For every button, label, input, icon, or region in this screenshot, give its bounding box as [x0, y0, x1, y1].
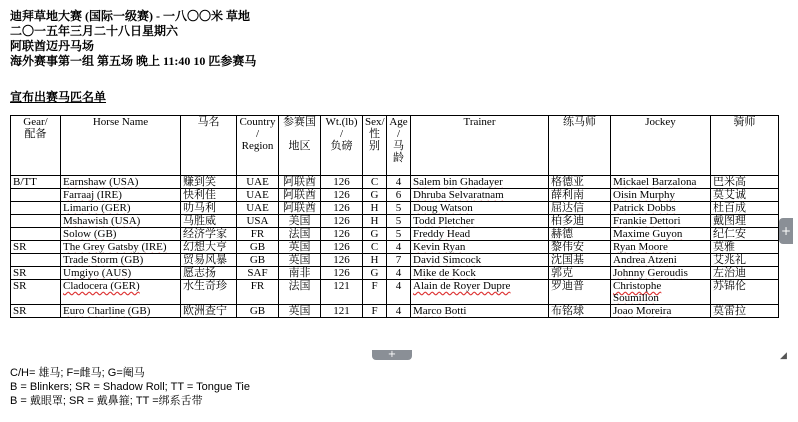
cell-horse-name[interactable]: Euro Charline (GB)	[61, 305, 181, 318]
cell-trainer-cn[interactable]: 柏多迪	[549, 215, 611, 228]
cell-trainer-cn[interactable]: 黎伟安	[549, 241, 611, 254]
cell-weight[interactable]: 126	[321, 189, 363, 202]
col-country: Country / Region	[237, 116, 279, 176]
section-title: 宣布出赛马匹名单	[10, 90, 107, 104]
cell-horse-name[interactable]: Solow (GB)	[61, 228, 181, 241]
cell-age[interactable]: 4	[387, 176, 411, 189]
race-date: 二〇一五年三月二十八日星期六	[10, 24, 179, 38]
col-trainer: Trainer	[411, 116, 549, 176]
table-row[interactable]	[11, 267, 779, 280]
cell-jockey[interactable]: Oisin Murphy	[611, 189, 711, 202]
cell-horse-name-cn[interactable]: 愿志扬	[181, 267, 237, 280]
cell-jockey[interactable]: Joao Moreira	[611, 305, 711, 318]
cell-trainer[interactable]: Salem bin Ghadayer	[411, 176, 549, 189]
cell-gear[interactable]: SR	[11, 280, 61, 305]
cell-country[interactable]: UAE	[237, 189, 279, 202]
cell-jockey[interactable]: Frankie Dettori	[611, 215, 711, 228]
cell-age[interactable]: 5	[387, 228, 411, 241]
cell-jockey-cn[interactable]: 艾兆礼	[711, 254, 779, 267]
cell-sex[interactable]: C	[363, 176, 387, 189]
legend	[10, 366, 250, 408]
cell-age[interactable]: 6	[387, 189, 411, 202]
table-row[interactable]	[11, 176, 779, 189]
cell-horse-name-cn[interactable]: 快利佳	[181, 189, 237, 202]
cell-weight[interactable]: 126	[321, 215, 363, 228]
cell-jockey-cn[interactable]: 莫雷拉	[711, 305, 779, 318]
table-row[interactable]	[11, 202, 779, 215]
cell-sex[interactable]: H	[363, 215, 387, 228]
cell-horse-name[interactable]: Trade Storm (GB)	[61, 254, 181, 267]
cell-country[interactable]: UAE	[237, 202, 279, 215]
col-jockey-cn: 骑师	[711, 116, 779, 176]
cell-weight[interactable]: 126	[321, 241, 363, 254]
cell-weight[interactable]: 121	[321, 305, 363, 318]
cell-weight[interactable]: 126	[321, 267, 363, 280]
cell-trainer-cn[interactable]: 屈达信	[549, 202, 611, 215]
cell-horse-name-cn[interactable]: 欧洲查宁	[181, 305, 237, 318]
cell-trainer[interactable]: Marco Botti	[411, 305, 549, 318]
cell-sex[interactable]: C	[363, 241, 387, 254]
table-row[interactable]	[11, 305, 779, 318]
cell-age[interactable]: 5	[387, 215, 411, 228]
race-title: 迪拜草地大赛 (国际一级赛) - 一八〇〇米 草地	[10, 9, 250, 23]
cell-country[interactable]: GB	[237, 241, 279, 254]
cell-country[interactable]: UAE	[237, 176, 279, 189]
cell-region-cn[interactable]: 英国	[279, 305, 321, 318]
cell-jockey-cn[interactable]: 杜百成	[711, 202, 779, 215]
add-row-handle[interactable]: +	[372, 350, 412, 360]
cell-region-cn[interactable]: 法国	[279, 280, 321, 305]
cell-trainer-cn[interactable]: 沈国基	[549, 254, 611, 267]
cell-sex[interactable]: F	[363, 280, 387, 305]
cell-gear[interactable]	[11, 215, 61, 228]
cell-sex[interactable]: G	[363, 228, 387, 241]
cell-age[interactable]: 4	[387, 267, 411, 280]
cell-sex[interactable]: G	[363, 189, 387, 202]
cell-horse-name[interactable]: Farraaj (IRE)	[61, 189, 181, 202]
race-details: 海外赛事第一组 第五场 晚上 11:40 10 匹参赛马	[10, 54, 257, 68]
cell-trainer-cn[interactable]: 布铭球	[549, 305, 611, 318]
cell-region-cn[interactable]: 美国	[279, 215, 321, 228]
cell-jockey-cn[interactable]: 左治迪	[711, 267, 779, 280]
cell-trainer[interactable]: David Simcock	[411, 254, 549, 267]
cell-age[interactable]: 4	[387, 241, 411, 254]
col-age: Age / 马 龄	[387, 116, 411, 176]
cell-trainer[interactable]: Dhruba Selvaratnam	[411, 189, 549, 202]
cell-gear[interactable]: SR	[11, 267, 61, 280]
legend-gear-cn: B = 戴眼罩; SR = 戴鼻箍; TT =绑系舌带	[10, 395, 203, 407]
cell-horse-name-cn[interactable]: 马胜威	[181, 215, 237, 228]
cell-gear[interactable]	[11, 228, 61, 241]
cell-horse-name[interactable]: Limario (GER)	[61, 202, 181, 215]
cell-horse-name[interactable]: The Grey Gatsby (IRE)	[61, 241, 181, 254]
cell-weight[interactable]: 121	[321, 280, 363, 305]
table-row[interactable]	[11, 215, 779, 228]
col-weight: Wt.(lb) / 负磅	[321, 116, 363, 176]
cell-sex[interactable]: H	[363, 254, 387, 267]
cell-age[interactable]: 4	[387, 280, 411, 305]
cell-jockey[interactable]: Johnny Geroudis	[611, 267, 711, 280]
legend-sex: C/H= 雄马; F=雌马; G=阉马	[10, 367, 145, 379]
cell-age[interactable]: 4	[387, 305, 411, 318]
cell-trainer[interactable]: Todd Pletcher	[411, 215, 549, 228]
cell-region-cn[interactable]: 阿联酋	[279, 176, 321, 189]
cell-trainer[interactable]: Mike de Kock	[411, 267, 549, 280]
cell-horse-name-cn[interactable]: 幻想大亨	[181, 241, 237, 254]
cell-trainer[interactable]: Alain de Royer Dupre	[411, 280, 549, 305]
cell-jockey[interactable]: Andrea Atzeni	[611, 254, 711, 267]
cell-trainer-cn[interactable]: 薛利南	[549, 189, 611, 202]
cell-trainer-cn[interactable]: 格德亚	[549, 176, 611, 189]
cell-gear[interactable]	[11, 189, 61, 202]
cell-jockey[interactable]: Ryan Moore	[611, 241, 711, 254]
cell-region-cn[interactable]: 南非	[279, 267, 321, 280]
cell-sex[interactable]: H	[363, 202, 387, 215]
cell-jockey-cn[interactable]: 戴图理	[711, 215, 779, 228]
cell-trainer[interactable]: Kevin Ryan	[411, 241, 549, 254]
col-sex: Sex/ 性 别	[363, 116, 387, 176]
cell-weight[interactable]: 126	[321, 202, 363, 215]
cell-horse-name-cn[interactable]: 经济学家	[181, 228, 237, 241]
col-gear: Gear/ 配备	[11, 116, 61, 176]
table-row[interactable]	[11, 189, 779, 202]
cell-gear[interactable]	[11, 254, 61, 267]
table-row[interactable]	[11, 254, 779, 267]
cell-horse-name[interactable]: Mshawish (USA)	[61, 215, 181, 228]
cell-jockey-cn[interactable]: 巴米高	[711, 176, 779, 189]
cell-jockey-cn[interactable]: 纪仁安	[711, 228, 779, 241]
legend-gear-en: B = Blinkers; SR = Shadow Roll; TT = Tongue Tie	[10, 381, 250, 393]
cell-region-cn[interactable]: 法国	[279, 228, 321, 241]
cell-weight[interactable]: 126	[321, 254, 363, 267]
cell-jockey-cn[interactable]: 苏锦伦	[711, 280, 779, 305]
cell-horse-name-cn[interactable]: 赚到笑	[181, 176, 237, 189]
cell-region-cn[interactable]: 英国	[279, 254, 321, 267]
cell-jockey[interactable]: Patrick Dobbs	[611, 202, 711, 215]
cell-trainer-cn[interactable]: 罗迪普	[549, 280, 611, 305]
table-resize-handle[interactable]: ◢	[780, 351, 787, 361]
race-header	[10, 9, 256, 69]
col-horse-name-cn: 马名	[181, 116, 237, 176]
cell-jockey[interactable]: Mickael Barzalona	[611, 176, 711, 189]
race-venue: 阿联酋迈丹马场	[10, 39, 95, 53]
col-trainer-cn: 练马师	[549, 116, 611, 176]
col-region-cn: 参赛国 地区	[279, 116, 321, 176]
cell-horse-name-cn[interactable]: 贸易风暴	[181, 254, 237, 267]
col-horse-name: Horse Name	[61, 116, 181, 176]
cell-age[interactable]: 7	[387, 254, 411, 267]
col-jockey: Jockey	[611, 116, 711, 176]
cell-horse-name-cn[interactable]: 叻马利	[181, 202, 237, 215]
table-header-row	[11, 116, 779, 176]
cell-horse-name[interactable]: Earnshaw (USA)	[61, 176, 181, 189]
cell-horse-name[interactable]: Umgiyo (AUS)	[61, 267, 181, 280]
cell-gear[interactable]: SR	[11, 305, 61, 318]
cell-country[interactable]: FR	[237, 228, 279, 241]
cell-region-cn[interactable]: 阿联酋	[279, 189, 321, 202]
table-row[interactable]	[11, 241, 779, 254]
cell-age[interactable]: 5	[387, 202, 411, 215]
cell-region-cn[interactable]: 英国	[279, 241, 321, 254]
cell-sex[interactable]: G	[363, 267, 387, 280]
table-row[interactable]	[11, 228, 779, 241]
cell-country[interactable]: GB	[237, 305, 279, 318]
cell-gear[interactable]: B/TT	[11, 176, 61, 189]
runners-table[interactable]	[10, 115, 779, 318]
cell-horse-name[interactable]: Cladocera (GER)	[61, 280, 181, 305]
cell-trainer[interactable]: Doug Watson	[411, 202, 549, 215]
cell-gear[interactable]: SR	[11, 241, 61, 254]
add-column-handle[interactable]: +	[779, 218, 793, 244]
cell-country[interactable]: USA	[237, 215, 279, 228]
cell-jockey[interactable]: Maxime Guyon	[611, 228, 711, 241]
table-row[interactable]	[11, 280, 779, 305]
cell-trainer[interactable]: Freddy Head	[411, 228, 549, 241]
cell-jockey-cn[interactable]: 莫雅	[711, 241, 779, 254]
cell-trainer-cn[interactable]: 郭克	[549, 267, 611, 280]
cell-weight[interactable]: 126	[321, 228, 363, 241]
cell-horse-name-cn[interactable]: 水生奇珍	[181, 280, 237, 305]
cell-jockey[interactable]: Christophe Soumillon	[611, 280, 711, 305]
cell-country[interactable]: SAF	[237, 267, 279, 280]
cell-trainer-cn[interactable]: 赫德	[549, 228, 611, 241]
cell-region-cn[interactable]: 阿联酋	[279, 202, 321, 215]
cell-country[interactable]: GB	[237, 254, 279, 267]
cell-weight[interactable]: 126	[321, 176, 363, 189]
cell-gear[interactable]	[11, 202, 61, 215]
cell-sex[interactable]: F	[363, 305, 387, 318]
cell-jockey-cn[interactable]: 莫艾诚	[711, 189, 779, 202]
cell-country[interactable]: FR	[237, 280, 279, 305]
